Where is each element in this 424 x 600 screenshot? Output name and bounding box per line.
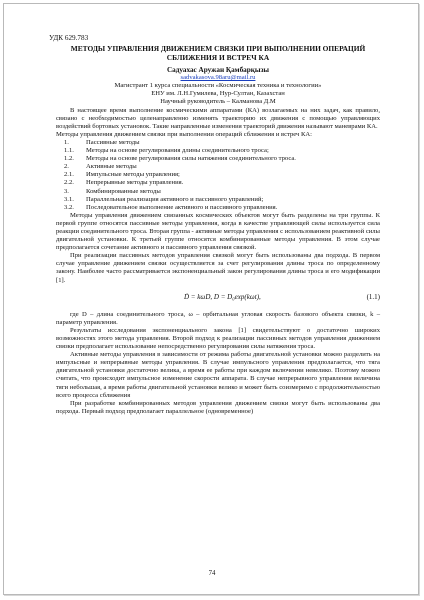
list-item: 2.1. Импульсные методы управления;: [64, 171, 180, 179]
equation-expression: Ḋ = kωD, D = D₀exp(kωt),: [184, 292, 261, 301]
list-item: 3. Комбинированные методы: [64, 187, 161, 195]
list-item: 3.1. Параллельная реализация активного и пассивного управлений;: [64, 195, 264, 203]
paragraph-intro: В настоящее время выполнение космическими аппаратами (КА) возлагаемых на них задач, как правило, связано с необходимостью целенаправленно изменять траекторию их движения с помощью управляющих воздействий бортовых установок. Такие направленные изменения траекторий движения называют маневрами КА.: [56, 106, 380, 130]
paragraph-passive: При реализации пассивных методов управления связкой могут быть использованы два подхода. В первом случае управление движением связки осуществляется за счет регулирования длины троса по определенному закону. Наиболее часто рассматривается экспоненциальный закон регулирования длины троса и его модификации [1].: [56, 252, 380, 284]
methods-list: [56, 139, 380, 212]
paper-title: МЕТОДЫ УПРАВЛЕНИЯ ДВИЖЕНИЕМ СВЯЗКИ ПРИ ВЫПОЛНЕНИИ ОПЕРАЦИЙ СБЛИЖЕНИЯ И ВСТРЕЧ КА: [70, 44, 366, 63]
equation: [56, 293, 380, 301]
author-university: ЕНУ им. Л.Н.Гумилева, Нур-Султан, Казахстан: [151, 90, 285, 98]
paragraph-combined: При разработке комбинированных методов управления движением связки могут быть использованы два подхода. Первый подход предполагает параллельное (одновременное): [56, 399, 380, 415]
list-item: 1.2. Методы на основе регулирования силы натяжения соединительного троса.: [64, 155, 296, 163]
author-name: Садуахас Аружан Қамбарқызы: [166, 66, 270, 75]
paragraph-where: где D – длина соединительного троса, ω – орбитальная угловая скорость базового объекта связки, k – параметр управления.: [56, 310, 380, 326]
paragraph-active: Активные методы управления в зависимости от режима работы двигательной установки можно разделить на импульсные и непрерывные методы управления. В случае импульсного управления предполагается, что тяга двигательной установки достаточно велика, а время ее работы при каждом включении невелико. Поэтому можно считать, что происходит импульсное изменение скорости аппарата. В случае непрерывного управления величина тяги небольшая, а время работы двигательной установки велико и может быть соизмеримо с продолжительностью всего процесса сближения: [56, 351, 380, 399]
page-number: 74: [208, 570, 216, 577]
udk-code: УДК 629.783: [49, 34, 89, 42]
equation-number: (1.1): [366, 292, 380, 301]
paragraph-groups: Методы управления движением связанных космических объектов могут быть разделены на три группы. К первой группе относятся пассивные методы управления, когда в качестве управляющей силы используется сила реакции соединительного троса. Вторая группа - активные методы управления с использованием реактивной силы двигательной установки. К третьей группе относятся комбинированные методы управления. В этом случае предполагается сочетание активного и пассивного управления связкой.: [56, 211, 380, 252]
list-item: 2. Активные методы: [64, 163, 137, 171]
supervisor: Научный руководитель – Калманова Д.М: [160, 98, 276, 106]
author-email-link[interactable]: sadvakasova.98aru@mail.ru: [180, 74, 256, 82]
author-position: Магистрант 1 курса специальности «Космическая техника и технологии»: [114, 82, 322, 90]
paragraph-results: Результаты исследования экспоненциального закона [1] свидетельствуют о достаточно широких возможностях этого метода управления. Второй подход к реализации пассивных методов управления движением связки предполагает использование непосредственно регулирования силы натяжения троса.: [56, 326, 380, 351]
document-page: [3, 3, 419, 595]
paragraph-list-intro: Методы управления движением связки при выполнении операций сближения и встреч КА:: [56, 130, 313, 138]
list-item: 2.2. Непрерывные методы управления.: [64, 179, 184, 187]
page-content: [49, 34, 380, 416]
list-item: 3.2. Последовательное выполнение активного и пассивного управления.: [64, 203, 278, 211]
list-item: 1. Пассивные методы: [64, 138, 140, 146]
list-item: 1.1. Методы на основе регулирования длины соединительного троса;: [64, 147, 269, 155]
